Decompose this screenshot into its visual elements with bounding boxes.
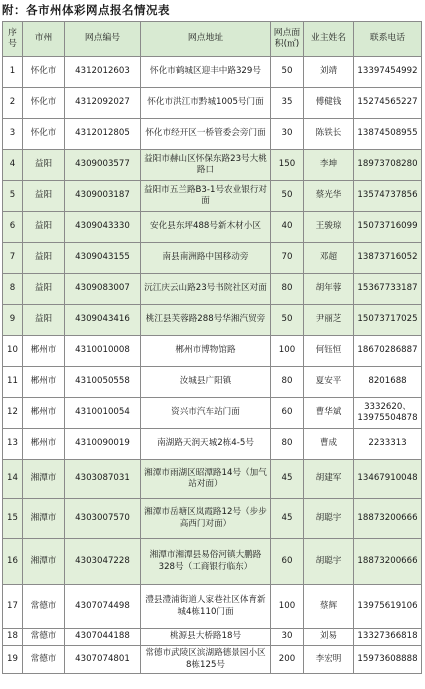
table-row [3,336,422,367]
cell-index: 11 [3,367,23,398]
cell-outlet-area: 80 [271,429,304,460]
cell-contact-phone: 18873200666 [354,499,422,539]
cell-city: 湘潭市 [23,539,65,585]
cell-outlet-address: 常德市武陵区滨湖路德景园小区8栋125号 [141,646,271,674]
header-city: 市州 [23,22,65,57]
cell-contact-phone: 15973608888 [354,646,422,674]
cell-outlet-address: 湘潭市湘潭县易俗河镇大鹏路328号（工商银行临东） [141,539,271,585]
cell-owner-name: 蔡光华 [304,181,354,212]
cell-index: 5 [3,181,23,212]
cell-outlet-code: 4307074801 [65,646,141,674]
cell-outlet-area: 50 [271,57,304,88]
cell-contact-phone: 13467910048 [354,460,422,499]
cell-outlet-area: 50 [271,181,304,212]
cell-index: 2 [3,88,23,119]
cell-outlet-area: 70 [271,243,304,274]
cell-contact-phone: 15367733187 [354,274,422,305]
cell-outlet-area: 150 [271,150,304,181]
cell-owner-name: 李坤 [304,150,354,181]
table-row [3,181,422,212]
cell-outlet-code: 4312012603 [65,57,141,88]
cell-outlet-area: 60 [271,398,304,429]
table-row [3,305,422,336]
table-row [3,460,422,499]
header-outlet-address: 网点地址 [141,22,271,57]
cell-outlet-address: 澧县澧浦街道人家巷社区体育新城4栋110门面 [141,585,271,629]
cell-city: 益阳 [23,212,65,243]
cell-index: 16 [3,539,23,585]
cell-city: 郴州市 [23,336,65,367]
cell-contact-phone: 3332620、13975504878 [354,398,422,429]
cell-outlet-code: 4309003187 [65,181,141,212]
cell-owner-name: 刘易 [304,629,354,646]
cell-index: 10 [3,336,23,367]
cell-contact-phone: 15073716099 [354,212,422,243]
cell-outlet-address: 郴州市博物馆路 [141,336,271,367]
cell-outlet-area: 40 [271,212,304,243]
cell-contact-phone: 15274565227 [354,88,422,119]
cell-owner-name: 曹华斌 [304,398,354,429]
cell-outlet-address: 怀化市鹤城区迎丰中路329号 [141,57,271,88]
cell-outlet-area: 45 [271,460,304,499]
cell-outlet-code: 4309043155 [65,243,141,274]
cell-outlet-area: 30 [271,629,304,646]
table-row [3,150,422,181]
cell-city: 郴州市 [23,398,65,429]
header-contact-phone: 联系电话 [354,22,422,57]
cell-outlet-address: 沅江庆云山路23号书院社区对面 [141,274,271,305]
cell-index: 6 [3,212,23,243]
cell-contact-phone: 2233313 [354,429,422,460]
table-row [3,274,422,305]
cell-city: 湘潭市 [23,460,65,499]
cell-contact-phone: 8201688 [354,367,422,398]
table-header-row [3,22,422,57]
table-row [3,57,422,88]
cell-index: 12 [3,398,23,429]
cell-city: 湘潭市 [23,499,65,539]
cell-owner-name: 刘靖 [304,57,354,88]
cell-owner-name: 胡建军 [304,460,354,499]
cell-outlet-address: 桃源县大桥路18号 [141,629,271,646]
cell-index: 3 [3,119,23,150]
cell-contact-phone: 18873200666 [354,539,422,585]
cell-owner-name: 夏安平 [304,367,354,398]
cell-outlet-address: 南湖路天润天城2栋4-5号 [141,429,271,460]
cell-outlet-address: 南县南洲路中国移动旁 [141,243,271,274]
cell-owner-name: 李宏明 [304,646,354,674]
cell-owner-name: 曹成 [304,429,354,460]
header-index: 序号 [3,22,23,57]
table-row [3,398,422,429]
cell-outlet-area: 50 [271,305,304,336]
cell-index: 19 [3,646,23,674]
cell-contact-phone: 13873716052 [354,243,422,274]
cell-owner-name: 邓超 [304,243,354,274]
cell-outlet-code: 4309083007 [65,274,141,305]
cell-contact-phone: 13874508955 [354,119,422,150]
table-row [3,212,422,243]
cell-city: 常德市 [23,646,65,674]
cell-outlet-address: 桃江县芙蓉路288号华湘汽贸旁 [141,305,271,336]
cell-city: 益阳 [23,243,65,274]
cell-index: 18 [3,629,23,646]
cell-city: 常德市 [23,585,65,629]
cell-outlet-area: 100 [271,585,304,629]
cell-outlet-code: 4307044188 [65,629,141,646]
cell-outlet-area: 35 [271,88,304,119]
table-row [3,243,422,274]
cell-outlet-area: 80 [271,367,304,398]
cell-outlet-code: 4309043416 [65,305,141,336]
cell-owner-name: 胡聪宇 [304,499,354,539]
cell-outlet-code: 4310050558 [65,367,141,398]
cell-city: 益阳 [23,305,65,336]
cell-outlet-code: 4309003577 [65,150,141,181]
cell-city: 郴州市 [23,367,65,398]
table-row [3,119,422,150]
cell-contact-phone: 13574737856 [354,181,422,212]
cell-index: 8 [3,274,23,305]
cell-outlet-code: 4303047228 [65,539,141,585]
cell-city: 益阳 [23,150,65,181]
header-owner-name: 业主姓名 [304,22,354,57]
outlet-registration-table [2,21,422,674]
cell-outlet-code: 4312092027 [65,88,141,119]
table-row [3,539,422,585]
cell-contact-phone: 15073717025 [354,305,422,336]
cell-outlet-address: 益阳市五兰路B3-1号农业银行对面 [141,181,271,212]
cell-index: 13 [3,429,23,460]
cell-index: 14 [3,460,23,499]
cell-contact-phone: 18670286887 [354,336,422,367]
cell-owner-name: 傅健钱 [304,88,354,119]
header-outlet-area: 网点面积(㎡) [271,22,304,57]
cell-city: 郴州市 [23,429,65,460]
cell-owner-name: 王骏琼 [304,212,354,243]
cell-outlet-code: 4303007570 [65,499,141,539]
cell-owner-name: 何钰恒 [304,336,354,367]
cell-contact-phone: 13397454992 [354,57,422,88]
cell-outlet-address: 益阳市赫山区怀保东路23号大桃路口 [141,150,271,181]
cell-owner-name: 胡年蓉 [304,274,354,305]
cell-outlet-address: 怀化市经开区一桥管委会旁门面 [141,119,271,150]
cell-index: 15 [3,499,23,539]
cell-outlet-code: 4310010008 [65,336,141,367]
cell-city: 怀化市 [23,119,65,150]
cell-outlet-area: 200 [271,646,304,674]
cell-outlet-code: 4312012805 [65,119,141,150]
cell-index: 17 [3,585,23,629]
table-row [3,585,422,629]
cell-outlet-area: 30 [271,119,304,150]
cell-owner-name: 尹丽芝 [304,305,354,336]
cell-index: 4 [3,150,23,181]
cell-outlet-code: 4303087031 [65,460,141,499]
table-row [3,629,422,646]
cell-index: 1 [3,57,23,88]
cell-outlet-address: 资兴市汽车站门面 [141,398,271,429]
page-title: 附：各市州体彩网点报名情况表 [2,3,170,17]
cell-outlet-area: 45 [271,499,304,539]
cell-city: 怀化市 [23,57,65,88]
cell-outlet-code: 4310010054 [65,398,141,429]
cell-owner-name: 陈铁长 [304,119,354,150]
cell-city: 怀化市 [23,88,65,119]
cell-outlet-address: 湘潭市岳塘区岚霞路12号（步步高西门对面） [141,499,271,539]
cell-outlet-area: 80 [271,274,304,305]
cell-city: 益阳 [23,274,65,305]
cell-outlet-address: 怀化市洪江市黔城1005号门面 [141,88,271,119]
header-outlet-code: 网点编号 [65,22,141,57]
cell-contact-phone: 13975619106 [354,585,422,629]
table-row [3,367,422,398]
cell-outlet-code: 4309043330 [65,212,141,243]
table-row [3,429,422,460]
cell-outlet-address: 湘潭市雨湖区昭潭路14号（加气站对面） [141,460,271,499]
cell-city: 益阳 [23,181,65,212]
cell-outlet-address: 安化县东坪488号新木材小区 [141,212,271,243]
cell-index: 7 [3,243,23,274]
table-row [3,88,422,119]
cell-owner-name: 蔡辉 [304,585,354,629]
table-row [3,646,422,674]
cell-outlet-area: 100 [271,336,304,367]
cell-contact-phone: 13327366818 [354,629,422,646]
cell-index: 9 [3,305,23,336]
cell-city: 常德市 [23,629,65,646]
cell-outlet-code: 4307074498 [65,585,141,629]
cell-contact-phone: 18973708280 [354,150,422,181]
table-row [3,499,422,539]
cell-outlet-code: 4310090019 [65,429,141,460]
cell-owner-name: 胡聪宇 [304,539,354,585]
cell-outlet-address: 汝城县广阳镇 [141,367,271,398]
cell-outlet-area: 60 [271,539,304,585]
